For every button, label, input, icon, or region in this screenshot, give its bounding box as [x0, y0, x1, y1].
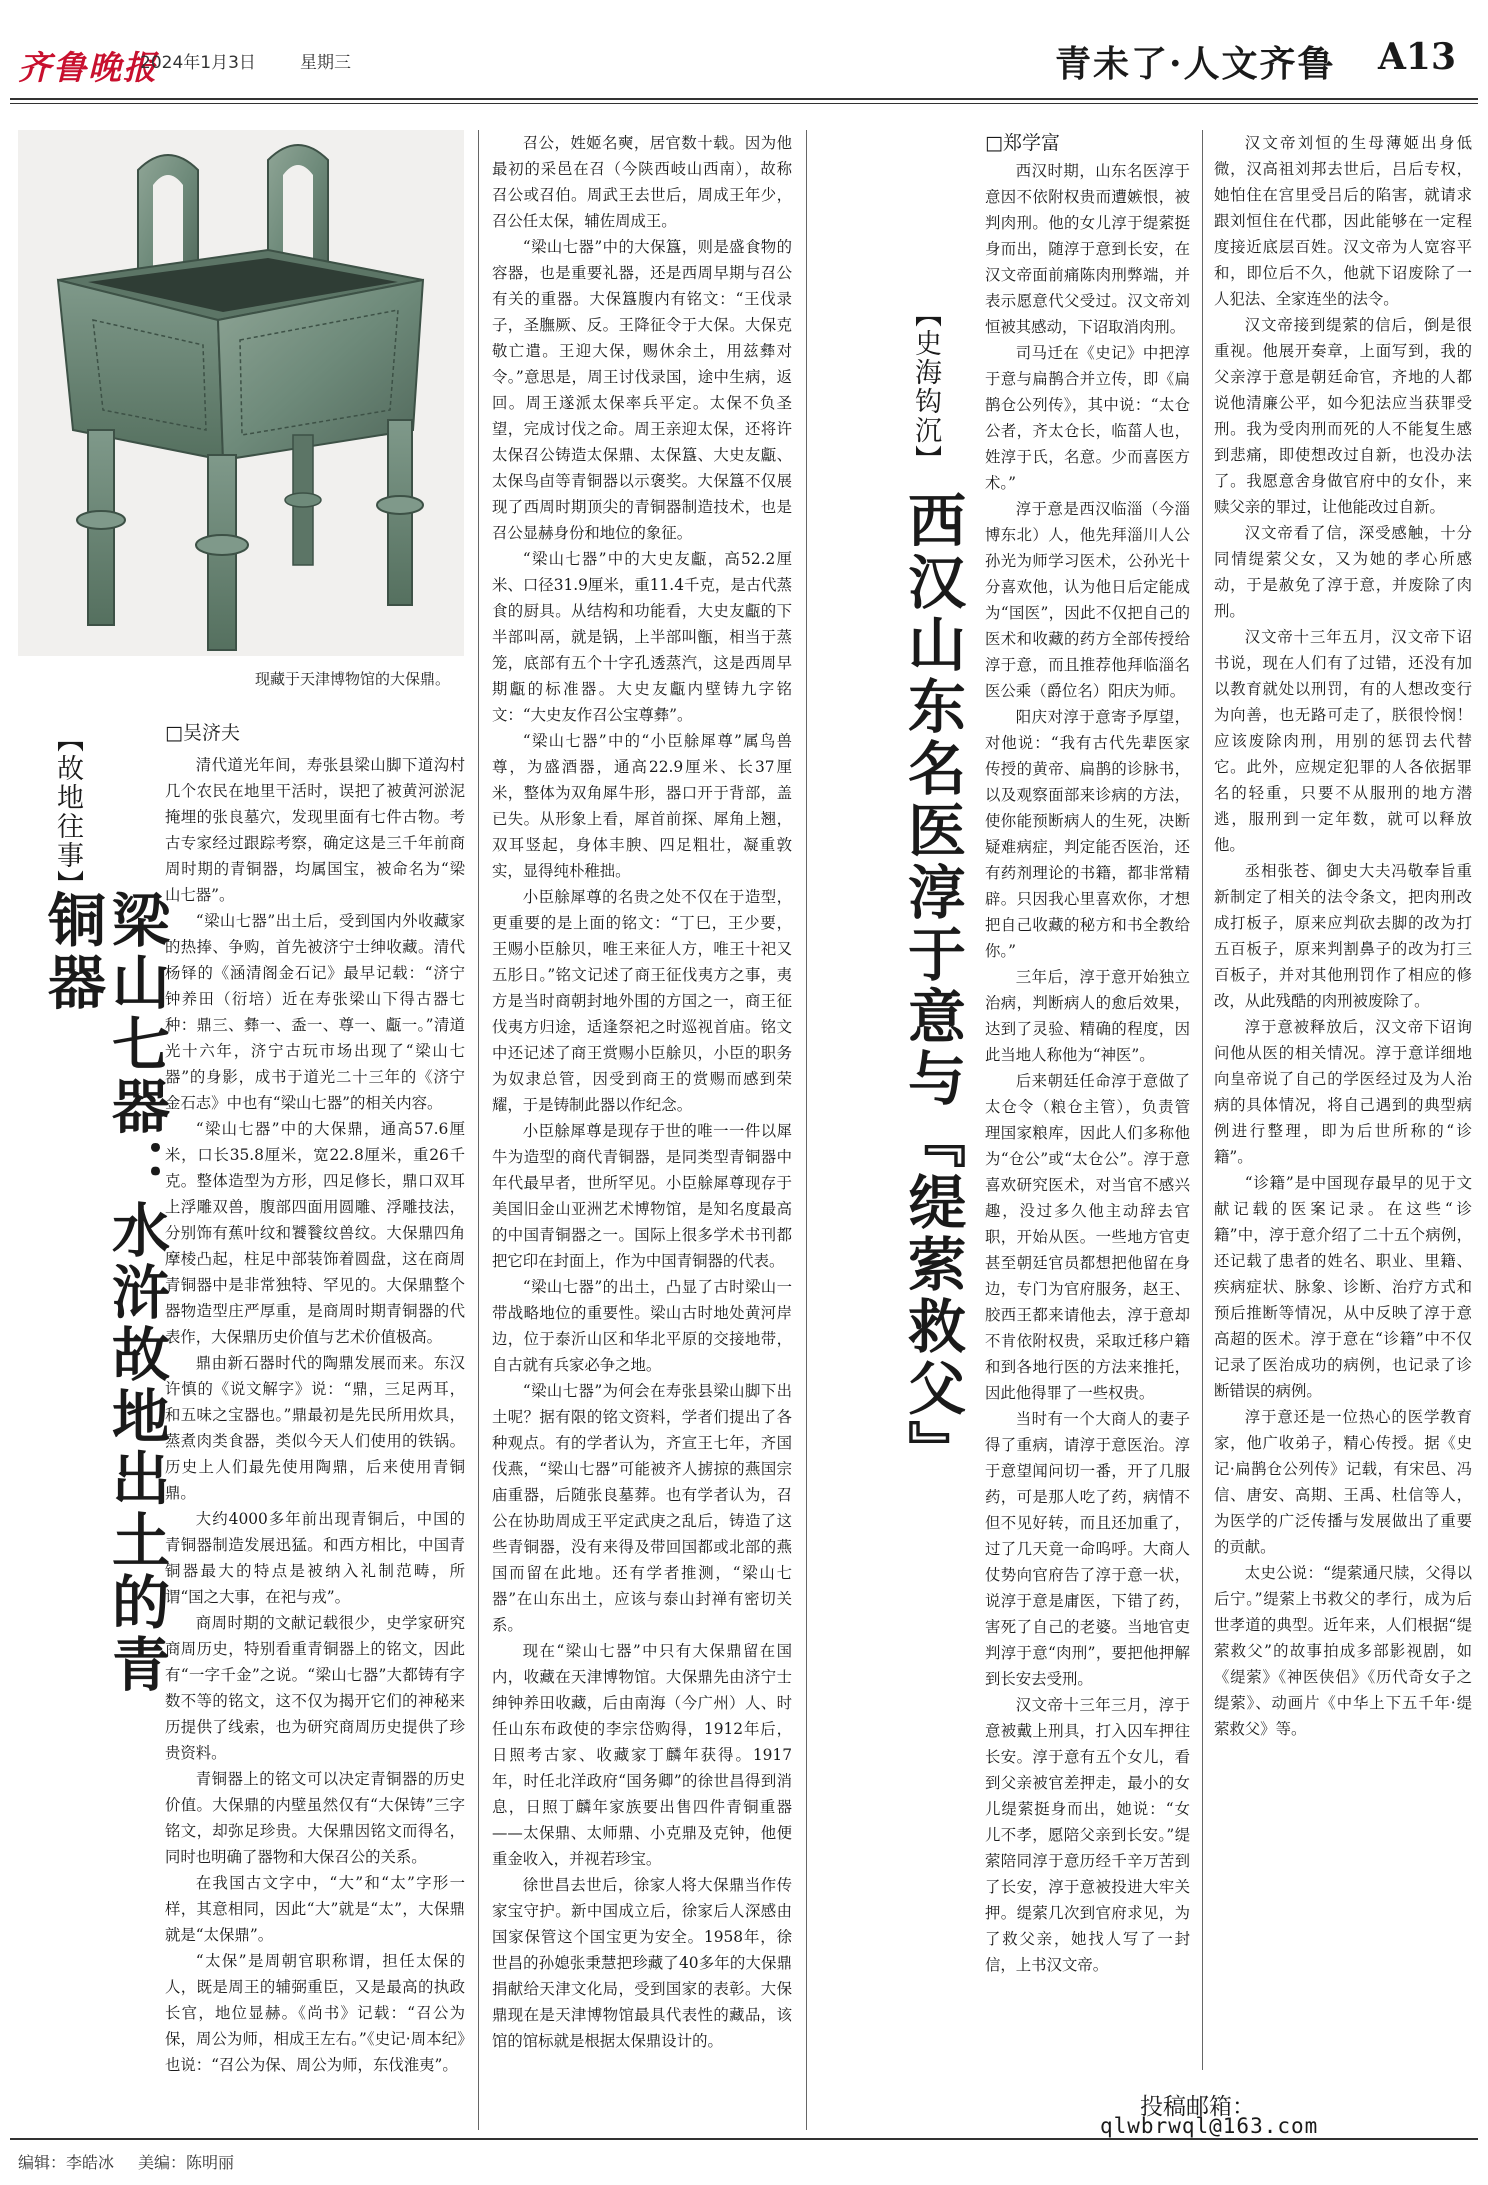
paragraph: 小臣艅犀尊的名贵之处不仅在于造型，更重要的是上面的铭文：“丁巳，王少要，王赐小臣艅贝，唯王来征人方，唯王十祀又五肜日。”铭文记述了商王征伐夷方之事，夷方是当时商朝封地外围的方国之一，商王征伐夷方归途，适逢祭祀之时巡视首庙。铭文中还记述了商王赏赐小臣艅贝，小臣的职务为奴隶总管，因受到商王的赏赐而感到荣耀，于是铸制此器以作纪念。	[492, 888, 792, 1114]
paragraph: “梁山七器”中的大保鼎，通高57.6厘米，口长35.8厘米，宽22.8厘米，重26千克。整体造型为方形，四足修长，鼎口双耳上浮雕双兽，腹部四面用圆雕、浮雕技法，分别饰有蕉叶纹和饕餮纹兽纹。大保鼎四角摩棱凸起，柱足中部装饰着圆盘，这在商周青铜器中是非常独特、罕见的。大保鼎整个器物造型庄严厚重，是商周时期青铜器的代表作，大保鼎历史价值与艺术价值极高。	[165, 1120, 465, 1346]
article2-col1-body	[985, 158, 1190, 1978]
article1-column-2	[492, 130, 792, 2125]
article1-byline: □吴济夫	[165, 722, 240, 744]
article1-column-1	[165, 752, 465, 2122]
paragraph: 汉文帝十三年五月，汉文帝下诏书说，现在人们有了过错，还没有加以教育就处以刑罚，有的人想改变行为向善，也无路可走了，朕很怜悯！应该废除肉刑，用别的惩罚去代替它。此外，应规定犯罪的人各依据罪名的轻重，只要不从服刑的地方潜逃，服刑到一定年数，就可以释放他。	[1214, 628, 1472, 854]
paragraph: 小臣艅犀尊是现存于世的唯一一件以犀牛为造型的商代青铜器，是同类型青铜器中年代最早者，世所罕见。小臣艅犀尊现存于美国旧金山亚洲艺术博物馆，是知名度最高的中国青铜器之一。国际上很多学术书刊都把它印在封面上，作为中国青铜器的代表。	[492, 1122, 792, 1270]
photo-caption: 现藏于天津博物馆的大保鼎。	[255, 670, 451, 688]
article2-col2-body	[1214, 130, 1472, 1742]
paragraph: 大约4000多年前出现青铜后，中国的青铜器制造发展迅猛。和西方相比，中国青铜器最大的特点是被纳入礼制范畴，所谓“国之大事，在祀与戎”。	[165, 1510, 465, 1606]
section-title: 青未了·人文齐鲁	[1055, 43, 1336, 85]
issue-date: 2024年1月3日	[140, 53, 256, 73]
paragraph: “梁山七器”中的“小臣艅犀尊”属鸟兽尊，为盛酒器，通高22.9厘米、长37厘米，整体为双角犀牛形，器口开于背部，盖已失。从形象上看，犀首前探、犀角上翘，双耳竖起，身体丰腴、四足粗壮，凝重敦实，显得纯朴稚拙。	[492, 732, 792, 880]
paragraph: 汉文帝接到缇萦的信后，倒是很重视。他展开奏章，上面写到，我的父亲淳于意是朝廷命官，齐地的人都说他清廉公平，如今犯法应当获罪受刑。我为受肉刑而死的人不能复生感到悲痛，即使想改过自新，也没办法了。我愿意舍身做官府中的女仆，来赎父亲的罪过，让他能改过自新。	[1214, 316, 1472, 516]
article1-col2-body	[492, 130, 792, 2054]
paragraph: 西汉时期，山东名医淳于意因不依附权贵而遭嫉恨，被判肉刑。他的女儿淳于缇萦挺身而出，随淳于意到长安，在汉文帝面前痛陈肉刑弊端，并表示愿意代父受过。汉文帝刘恒被其感动，下诏取消肉刑。	[985, 162, 1190, 336]
paragraph: 汉文帝十三年三月，淳于意被戴上刑具，打入囚车押往长安。淳于意有五个女儿，看到父亲被官差押走，最小的女儿缇萦挺身而出，她说：“女儿不孝，愿陪父亲到长安。”缇萦陪同淳于意历经千辛万苦到了长安，淳于意被投进大牢关押。缇萦几次到官府求见，为了救父亲，她找人写了一封信，上书汉文帝。	[985, 1696, 1190, 1974]
footer-designer: 美编：陈明丽	[138, 2153, 235, 2172]
paragraph: 徐世昌去世后，徐家人将大保鼎当作传家宝守护。新中国成立后，徐家后人深感由国家保管这个国宝更为安全。1958年，徐世昌的孙媳张秉慧把珍藏了40多年的大保鼎捐献给天津文化局，受到国家的表彰。大保鼎现在是天津博物馆最具代表性的藏品，该馆的馆标就是根据太保鼎设计的。	[492, 1876, 792, 2050]
paragraph: 淳于意是西汉临淄（今淄博东北）人，他先拜淄川人公孙光为师学习医术，公孙光十分喜欢他，认为他日后定能成为“国医”，因此不仅把自己的医术和收藏的药方全部传授给淳于意，而且推荐他拜临淄名医公乘（爵位名）阳庆为师。	[985, 500, 1190, 700]
article2-column-2	[1214, 130, 1472, 2080]
article2-column-tag: 【史海钩沉】	[910, 300, 941, 474]
paragraph: “梁山七器”为何会在寿张县梁山脚下出土呢？据有限的铭文资料，学者们提出了各种观点。有的学者认为，齐宣王七年，齐国伐燕，“梁山七器”可能被齐人掳掠的燕国宗庙重器，后随张良墓葬。也有学者认为，召公在协助周成王平定武庚之乱后，铸造了这些青铜器，没有来得及带回国都或北部的燕国而留在此地。还有学者推测，“梁山七器”在山东出土，应该与泰山封禅有密切关系。	[492, 1382, 792, 1634]
submission-email-label: 投稿邮箱：	[1140, 2094, 1255, 2120]
paragraph: 丞相张苍、御史大夫冯敬奉旨重新制定了相关的法令条文，把肉刑改成打板子，原来应判砍去脚的改为打五百板子，原来判割鼻子的改为打三百板子，并对其他刑罚作了相应的修改，从此残酷的肉刑被废除了。	[1214, 862, 1472, 1010]
paragraph: 清代道光年间，寿张县梁山脚下道沟村几个农民在地里干活时，误把了被黄河淤泥掩埋的张良墓穴，发现里面有七件古物。考古专家经过跟踪考察，确定这是三千年前商周时期的青铜器，均属国宝，被命名为“梁山七器”。	[165, 756, 465, 904]
paragraph: 商周时期的文献记载很少，史学家研究商周历史，特别看重青铜器上的铭文，因此有“一字千金”之说。“梁山七器”大都铸有字数不等的铭文，这不仅为揭开它们的神秘来历提供了线索，也为研究商周历史提供了珍贵资料。	[165, 1614, 465, 1762]
paragraph: “诊籍”是中国现存最早的见于文献记载的医案记录。在这些“诊籍”中，淳于意介绍了二十五个病例，还记载了患者的姓名、职业、里籍、疾病症状、脉象、诊断、治疗方式和预后推断等情况，从中反映了淳于意高超的医术。淳于意在“诊籍”中不仅记录了医治成功的病例，也记录了诊断错误的病例。	[1214, 1174, 1472, 1400]
article2-byline: □郑学富	[985, 132, 1060, 154]
paragraph: 淳于意还是一位热心的医学教育家，他广收弟子，精心传授。据《史记·扁鹊仓公列传》记载，有宋邑、冯信、唐安、高期、王禹、杜信等人，为医学的广泛传播与发展做出了重要的贡献。	[1214, 1408, 1472, 1556]
column-divider	[478, 130, 479, 2130]
paragraph: “梁山七器”的出土，凸显了古时梁山一带战略地位的重要性。梁山古时地处黄河岸边，位于泰沂山区和华北平原的交接地带，自古就有兵家必争之地。	[492, 1278, 792, 1374]
paragraph: “梁山七器”中的大史友甗，高52.2厘米、口径31.9厘米，重11.4千克，是古代蒸食的厨具。从结构和功能看，大史友甗的下半部叫鬲，就是锅，上半部叫甑，相当于蒸笼，底部有五个十字孔透蒸汽，这是西周早期甗的标准器。大史友甗内壁铸九字铭文：“大史友作召公宝尊彝”。	[492, 550, 792, 724]
footer-editor: 编辑：李皓冰	[18, 2153, 115, 2172]
article2-title: 西汉山东名医淳于意与『缇萦救父』	[898, 490, 966, 1482]
newspaper-masthead: 齐鲁晚报	[18, 48, 158, 87]
article1-column-tag: 【故地往事】	[52, 725, 83, 899]
submission-email[interactable]: qlwbrwql@163.com	[1100, 2114, 1319, 2138]
article2-column-1	[985, 158, 1190, 2083]
footer-rule	[10, 2138, 1478, 2140]
header-rule-thin	[10, 103, 1478, 104]
paragraph: “梁山七器”出土后，受到国内外收藏家的热捧、争购，首先被济宁士绅收藏。清代杨铎的《涵清阁金石记》最早记载：“济宁钟养田（衍培）近在寿张梁山下得古器七种：鼎三、彝一、盉一、尊一、甗一。”清道光十六年，济宁古玩市场出现了“梁山七器”的身影，成书于道光二十三年的《济宁金石志》中也有“梁山七器”的相关内容。	[165, 912, 465, 1112]
bronze-ding-photo	[18, 130, 464, 656]
paragraph: 淳于意被释放后，汉文帝下诏询问他从医的相关情况。淳于意详细地向皇帝说了自己的学医经过及为人治病的具体情况，将自己遇到的典型病例进行整理，即为后世所称的“诊籍”。	[1214, 1018, 1472, 1166]
paragraph: 汉文帝看了信，深受感触，十分同情缇萦父女，又为她的孝心所感动，于是赦免了淳于意，并废除了肉刑。	[1214, 524, 1472, 620]
paragraph: 当时有一个大商人的妻子得了重病，请淳于意医治。淳于意望闻问切一番，开了几服药，可是那人吃了药，病情不但不见好转，而且还加重了，过了几天竟一命呜呼。大商人仗势向官府告了淳于意一状，说淳于意是庸医，下错了药，害死了自己的老婆。当地官吏判淳于意“肉刑”，要把他押解到长安去受刑。	[985, 1410, 1190, 1688]
paragraph: 司马迁在《史记》中把淳于意与扁鹊合并立传，即《扁鹊仓公列传》，其中说：“太仓公者，齐太仓长，临菑人也，姓淳于氏，名意。少而喜医方术。”	[985, 344, 1190, 492]
article1-title: 梁山七器：水浒故地出土的青铜器	[38, 890, 170, 1696]
paragraph: 在我国古文字中，“大”和“太”字形一样，其意相同，因此“大”就是“太”，大保鼎就是“太保鼎”。	[165, 1874, 465, 1944]
column-divider	[1202, 130, 1203, 2070]
paragraph: 三年后，淳于意开始独立治病，判断病人的愈后效果，达到了灵验、精确的程度，因此当地人称他为“神医”。	[985, 968, 1190, 1064]
paragraph: 阳庆对淳于意寄予厚望，对他说：“我有古代先辈医家传授的黄帝、扁鹊的诊脉书，以及观察面部来诊病的方法，使你能预断病人的生死，决断疑难病症，判定能否医治，还有药剂理论的书籍，都非常精辟。只因我心里喜欢你，才想把自己收藏的秘方和书全教给你。”	[985, 708, 1190, 960]
paragraph: 太史公说：“缇萦通尺牍，父得以后宁。”缇萦上书救父的孝行，成为后世孝道的典型。近年来，人们根据“缇萦救父”的故事拍成多部影视剧，如《缇萦》《神医侠侣》《历代奇女子之缇萦》、动画片《中华上下五千年·缇萦救父》等。	[1214, 1564, 1472, 1738]
paragraph: 召公，姓姬名奭，居官数十载。因为他最初的采邑在召（今陕西岐山西南），故称召公或召伯。周武王去世后，周成王年少，召公任太保，辅佐周成王。	[492, 134, 792, 230]
header-rule	[10, 98, 1478, 100]
paragraph: 青铜器上的铭文可以决定青铜器的历史价值。大保鼎的内壁虽然仅有“大保铸”三字铭文，却弥足珍贵。大保鼎因铭文而得名，同时也明确了器物和大保召公的关系。	[165, 1770, 465, 1866]
article1-col1-body	[165, 752, 465, 2078]
paragraph: 后来朝廷任命淳于意做了太仓令（粮仓主管），负责管理国家粮库，因此人们多称他为“仓公”或“太仓公”。淳于意喜欢研究医术，对当官不感兴趣，没过多久他主动辞去官职，开始从医。一些地方官吏甚至朝廷官员都想把他留在身边，专门为官府服务，赵王、胶西王都来请他去，淳于意却不肯依附权贵，采取迁移户籍和到各地行医的方法来推托，因此他得罪了一些权贵。	[985, 1072, 1190, 1402]
paragraph: 现在“梁山七器”中只有大保鼎留在国内，收藏在天津博物馆。大保鼎先由济宁士绅钟养田收藏，后由南海（今广州）人、时任山东布政使的李宗岱购得，1912年后，日照考古家、收藏家丁麟年获得。1917年，时任北洋政府“国务卿”的徐世昌得到消息，日照丁麟年家族要出售四件青铜重器——太保鼎、太师鼎、小克鼎及克钟，他便重金收入，并视若珍宝。	[492, 1642, 792, 1868]
bronze-ding-illustration	[18, 130, 464, 656]
paragraph: 鼎由新石器时代的陶鼎发展而来。东汉许慎的《说文解字》说：“鼎，三足两耳，和五味之宝器也。”鼎最初是先民所用炊具，蒸煮肉类食器，类似今天人们使用的铁锅。历史上人们最先使用陶鼎，后来使用青铜鼎。	[165, 1354, 465, 1502]
column-divider	[806, 130, 807, 2130]
paragraph: “太保”是周朝官职称谓，担任太保的人，既是周王的辅弼重臣，又是最高的执政长官，地位显赫。《尚书》记载：“召公为保，周公为师，相成王左右。”《史记·周本纪》也说：“召公为保、周公为师，东伐淮夷”。	[165, 1952, 465, 2074]
page-number: A13	[1378, 36, 1457, 78]
paragraph: “梁山七器”中的大保簋，则是盛食物的容器，也是重要礼器，还是西周早期与召公有关的重器。大保簋腹内有铭文：“王伐录子，圣膴厥、反。王降征令于大保。大保克敬亡遣。王迎大保，赐休余土，用兹彝对令。”意思是，周王讨伐录国，途中生病，返回。周王遂派太保率兵平定。太保不负圣望，完成讨伐之命。周王亲迎太保，还将许太保召公铸造太保鼎、太保簋、大史友甗、太保鸟卣等青铜器以示褒奖。大保簋不仅展现了西周时期顶尖的青铜器制造技术，也是召公显赫身份和地位的象征。	[492, 238, 792, 542]
issue-weekday: 星期三	[300, 53, 351, 73]
paragraph: 汉文帝刘恒的生母薄姬出身低微，汉高祖刘邦去世后，吕后专权，她怕住在宫里受吕后的陷害，就请求跟刘恒住在代郡，因此能够在一定程度接近底层百姓。汉文帝为人宽容平和，即位后不久，他就下诏废除了一人犯法、全家连坐的法令。	[1214, 134, 1472, 308]
